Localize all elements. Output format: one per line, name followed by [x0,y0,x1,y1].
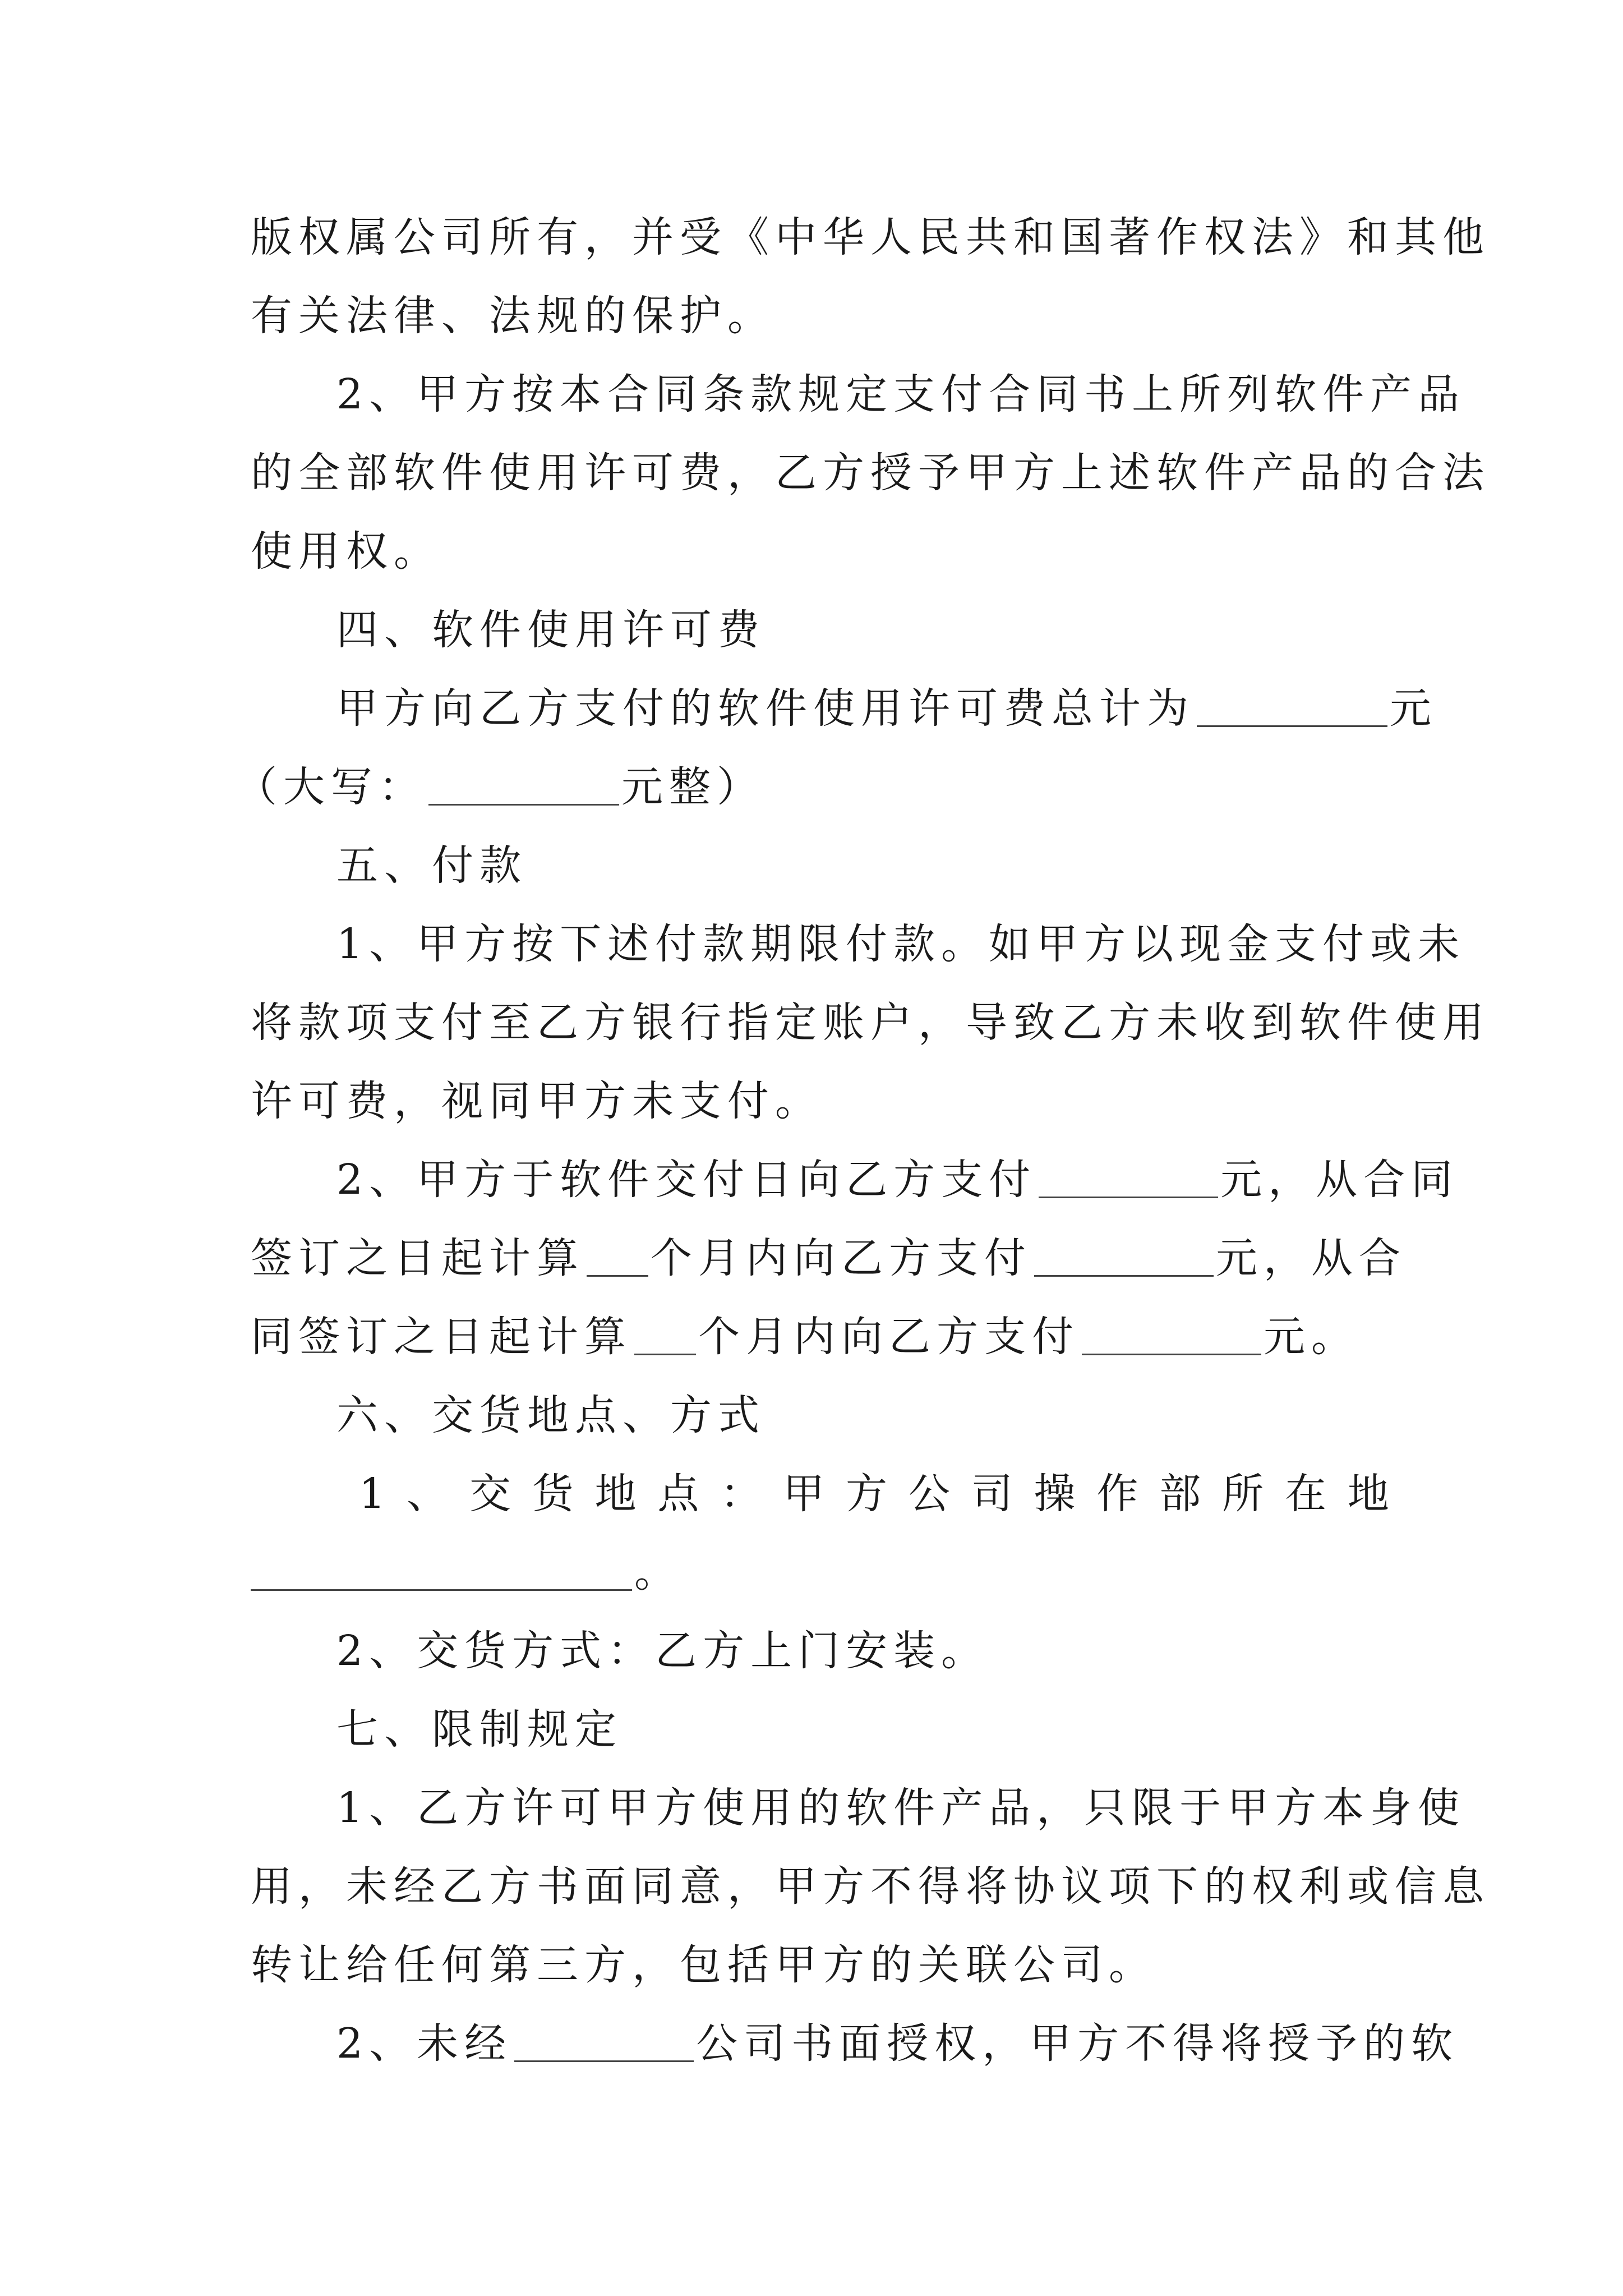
text-char: 交 [469,1470,511,1518]
spaced-text-line [359,1463,1389,1525]
text-line: 有关法律、法规的保护。 [251,292,775,340]
fill-blank [1082,1312,1261,1355]
text-line: 许可费，视同甲方未支付。 [251,1077,823,1125]
text-line [236,756,1389,818]
text-line: 2、交货方式：乙方上门安装。 [336,1627,989,1675]
section-heading: 五、付款 [336,841,527,890]
text-fragment: （大写： [236,763,426,811]
text-char: ： [720,1470,762,1518]
text-fragment: 同签订之日起计算 [251,1313,632,1361]
text-fragment: 。 [634,1548,682,1596]
text-char: 公 [908,1470,950,1518]
text-char: 1 [359,1470,386,1518]
text-char: 作 [1096,1470,1138,1518]
text-char: 货 [532,1470,574,1518]
text-fragment: 签订之日起计算 [251,1234,584,1282]
text-line [336,678,1437,739]
text-fragment: 元，从合同 [1220,1156,1459,1204]
fill-blank [428,762,619,806]
section-heading: 四、软件使用许可费 [336,606,766,654]
fill-blank [1197,684,1387,727]
text-line: 的全部软件使用许可费，乙方授予甲方上述软件产品的合法 [251,449,1490,497]
fill-blank [1034,1234,1214,1277]
fill-blank [1039,1155,1218,1198]
text-char: 所 [1222,1470,1264,1518]
fill-blank [251,1548,632,1591]
text-line: 将款项支付至乙方银行指定账户，导致乙方未收到软件使用 [251,999,1490,1047]
text-line: 转让给任何第三方，包括甲方的关联公司。 [251,1941,1156,1989]
text-char: 方 [845,1470,887,1518]
text-char: 甲 [783,1470,825,1518]
section-heading: 六、交货地点、方式 [336,1391,766,1439]
text-char: 司 [971,1470,1013,1518]
text-line [336,1149,1459,1211]
text-line: 使用权。 [251,527,441,576]
text-char: 操 [1034,1470,1076,1518]
text-char: 部 [1159,1470,1201,1518]
text-char: 地 [1347,1470,1389,1518]
text-fragment: 甲方向乙方支付的软件使用许可费总计为 [336,684,1195,733]
text-fragment: 元整） [621,763,764,811]
text-fragment: 2、甲方于软件交付日向乙方支付 [336,1156,1037,1204]
text-fragment: 2、未经 [336,2019,513,2068]
text-line [251,1542,1389,1603]
text-line: 2、甲方按本合同条款规定支付合同书上所列软件产品 [336,370,1466,418]
text-line [251,1227,1407,1289]
text-fragment: 个月内向乙方支付 [698,1313,1080,1361]
text-line [251,1306,1389,1368]
section-heading: 七、限制规定 [336,1705,623,1754]
text-fragment: 元。 [1264,1313,1359,1361]
text-line: 版权属公司所有，并受《中华人民共和国著作权法》和其他 [251,213,1490,261]
text-char: 地 [594,1470,637,1518]
fill-blank [514,2019,694,2062]
text-fragment: 个月内向乙方支付 [651,1234,1032,1282]
text-line: 用，未经乙方书面同意，甲方不得将协议项下的权利或信息 [251,1862,1490,1911]
text-fragment: 元 [1390,684,1437,733]
text-char: 点 [657,1470,699,1518]
text-fragment: 元，从合 [1216,1234,1407,1282]
text-char: 在 [1284,1470,1326,1518]
text-line: 1、甲方按下述付款期限付款。如甲方以现金支付或未 [336,920,1466,968]
text-line [336,2013,1459,2074]
fill-blank [634,1312,696,1355]
text-fragment: 公司书面授权，甲方不得将授予的软 [696,2019,1459,2068]
text-line: 1、乙方许可甲方使用的软件产品，只限于甲方本身使 [336,1784,1466,1832]
text-char: 、 [406,1470,448,1518]
fill-blank [587,1234,648,1277]
